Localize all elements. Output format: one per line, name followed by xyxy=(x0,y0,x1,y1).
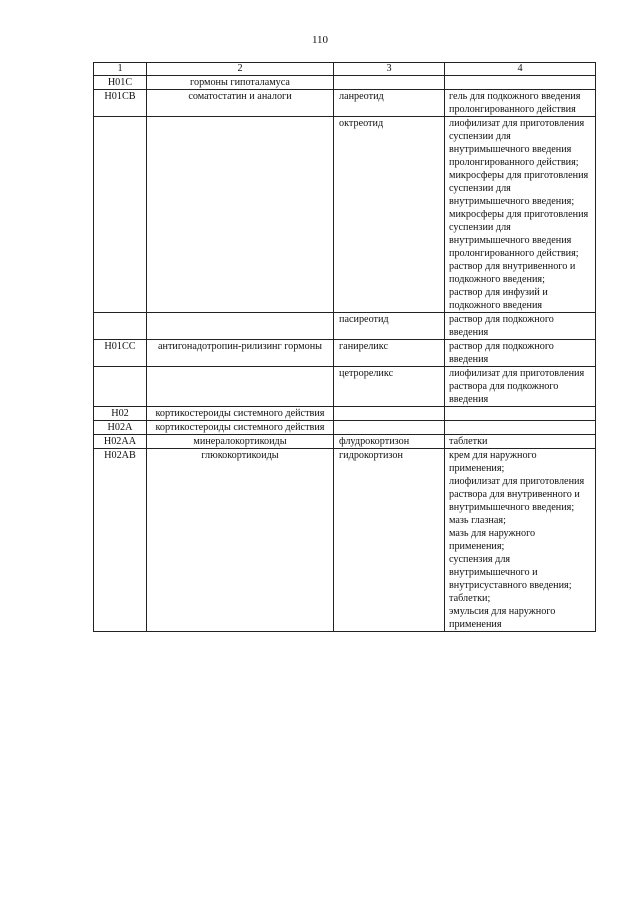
pharmacological-group-cell: соматостатин и аналоги xyxy=(147,90,334,117)
drug-name-cell: ланреотид xyxy=(334,90,445,117)
dosage-forms-cell xyxy=(445,313,596,340)
pharmacological-group-cell: кортикостероиды системного действия xyxy=(147,407,334,421)
dosage-forms-cell xyxy=(445,435,596,449)
dosage-form: крем для наружного применения; xyxy=(449,450,537,474)
atc-code-cell: H02AA xyxy=(94,435,147,449)
table-row xyxy=(94,90,596,117)
table-body xyxy=(94,76,596,632)
drug-name-cell: гидрокортизон xyxy=(334,449,445,632)
atc-code-cell: H02A xyxy=(94,421,147,435)
pharmacological-group-cell xyxy=(147,117,334,313)
dosage-form: лиофилизат для приготовления раствора для подкожного введения xyxy=(449,368,585,405)
table-row xyxy=(94,421,596,435)
dosage-form: гель для подкожного введения пролонгированного действия xyxy=(449,91,581,115)
atc-code-cell: H02 xyxy=(94,407,147,421)
page-number: 110 xyxy=(311,34,329,46)
atc-code-cell xyxy=(94,313,147,340)
drug-name-cell: ганиреликс xyxy=(334,340,445,367)
dosage-form: лиофилизат для приготовления суспензии для внутримышечного введения пролонгированного действия; xyxy=(449,118,585,168)
atc-code-cell: H02AB xyxy=(94,449,147,632)
pharmacological-group-cell xyxy=(147,313,334,340)
dosage-form: раствор для внутривенного и подкожного введения; xyxy=(449,261,576,285)
column-header-3: 3 xyxy=(334,63,445,76)
table-row xyxy=(94,407,596,421)
dosage-form: мазь для наружного применения; xyxy=(449,528,536,552)
dosage-forms-cell xyxy=(445,117,596,313)
dosage-forms-cell xyxy=(445,449,596,632)
dosage-forms-cell xyxy=(445,407,596,421)
dosage-form: таблетки xyxy=(449,436,488,447)
dosage-form: таблетки; xyxy=(449,593,491,604)
drug-name-cell: пасиреотид xyxy=(334,313,445,340)
table-row xyxy=(94,367,596,407)
pharmacological-group-cell: минералокортикоиды xyxy=(147,435,334,449)
dosage-form: мазь глазная; xyxy=(449,515,506,526)
column-header-1: 1 xyxy=(94,63,147,76)
table-row xyxy=(94,449,596,632)
table-row xyxy=(94,340,596,367)
atc-code-cell: H01C xyxy=(94,76,147,90)
pharmacological-group-cell: гормоны гипоталамуса xyxy=(147,76,334,90)
atc-code-cell xyxy=(94,367,147,407)
atc-code-cell xyxy=(94,117,147,313)
dosage-form: лиофилизат для приготовления раствора для внутривенного и внутримышечного введения; xyxy=(449,476,585,513)
table-row xyxy=(94,76,596,90)
dosage-forms-cell xyxy=(445,90,596,117)
dosage-forms-cell xyxy=(445,76,596,90)
pharmacological-group-cell: глюкокортикоиды xyxy=(147,449,334,632)
pharmacological-group-cell: кортикостероиды системного действия xyxy=(147,421,334,435)
dosage-form: эмульсия для наружного применения xyxy=(449,606,556,630)
drug-name-cell xyxy=(334,421,445,435)
dosage-forms-cell xyxy=(445,340,596,367)
dosage-form: суспензия для внутримышечного и внутрисуставного введения; xyxy=(449,554,572,591)
table-row xyxy=(94,313,596,340)
atc-code-cell: H01CB xyxy=(94,90,147,117)
pharmacological-group-cell xyxy=(147,367,334,407)
drug-name-cell: флудрокортизон xyxy=(334,435,445,449)
dosage-form: раствор для подкожного введения xyxy=(449,314,554,338)
table-row xyxy=(94,117,596,313)
atc-code-cell: H01CC xyxy=(94,340,147,367)
column-header-2: 2 xyxy=(147,63,334,76)
dosage-form: микросферы для приготовления суспензии для внутримышечного введения; xyxy=(449,170,589,207)
column-header-4: 4 xyxy=(445,63,596,76)
table-row xyxy=(94,435,596,449)
drug-name-cell: цетрореликс xyxy=(334,367,445,407)
header-row xyxy=(94,63,596,76)
drug-name-cell xyxy=(334,76,445,90)
drug-name-cell xyxy=(334,407,445,421)
dosage-form: раствор для инфузий и подкожного введения xyxy=(449,287,548,311)
dosage-form: микросферы для приготовления суспензии для внутримышечного введения пролонгированного действия; xyxy=(449,209,589,259)
dosage-forms-cell xyxy=(445,421,596,435)
dosage-form: раствор для подкожного введения xyxy=(449,341,554,365)
dosage-forms-cell xyxy=(445,367,596,407)
pharmacological-group-cell: антигонадотропин-рилизинг гормоны xyxy=(147,340,334,367)
drug-table xyxy=(93,62,596,632)
drug-name-cell: октреотид xyxy=(334,117,445,313)
